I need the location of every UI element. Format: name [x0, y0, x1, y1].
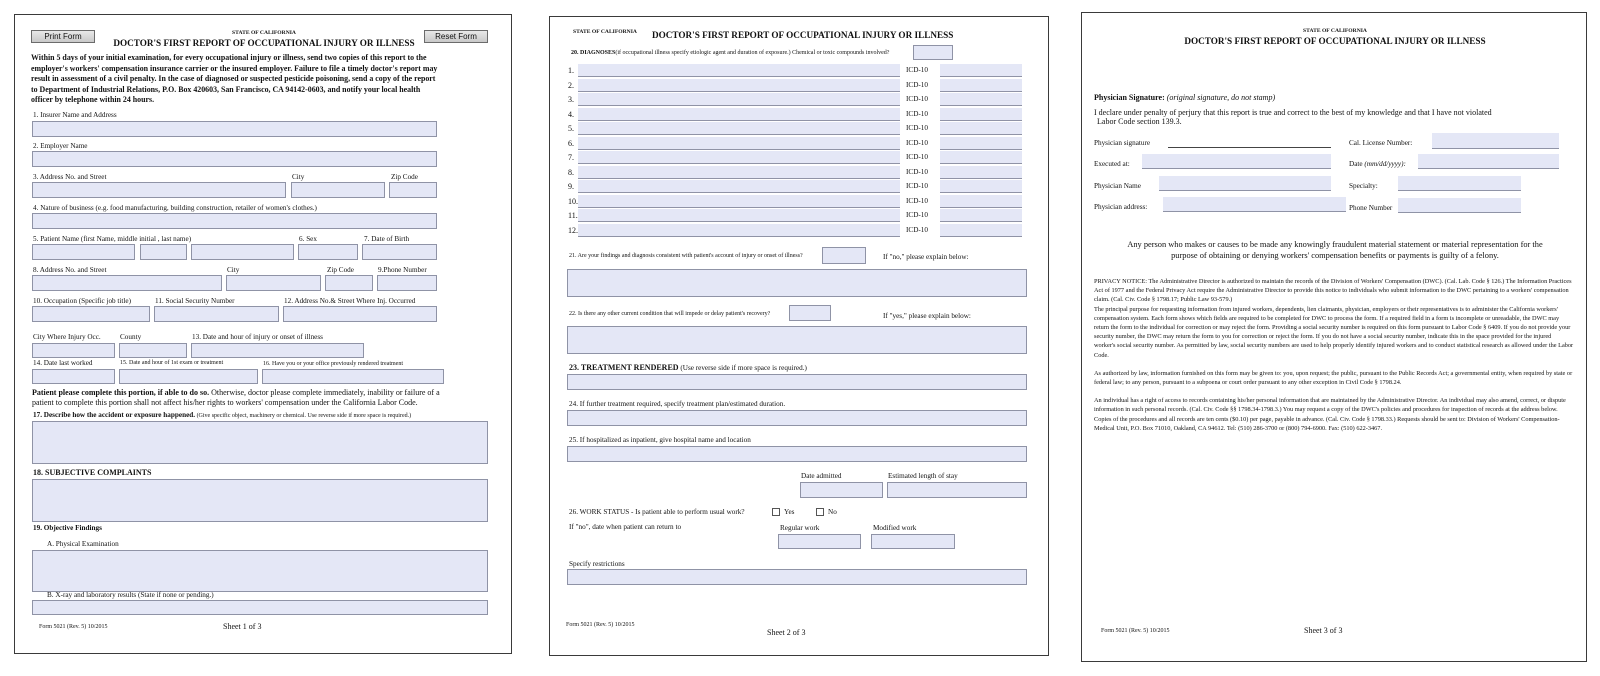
restrictions-field[interactable]	[567, 569, 1027, 585]
sex-label: 6. Sex	[299, 235, 317, 243]
employer-city-field[interactable]	[291, 182, 385, 198]
regular-work-label: Regular work	[780, 524, 820, 532]
diagnosis-number: 12.	[568, 225, 578, 235]
privacy-notice: PRIVACY NOTICE: The Administrative Director is authorized to maintain the records of the Division of Workers' Compensation (DWC). (Cal. Lab. Code § 126.) The Information Practices Act of 1977 and the Federal Privacy Act require the Administrative Director to provide this notice to individuals who submit information to the DWC pertaining to a workers' compensation claim. (Cal. Civ. Code § 1798.17; Public Law 93-579.) The principal purpose for requesting information from injured workers, dependents, lien claimants, physician, employers or their representatives is to administer the California workers' compensation system. Each form shows which fields are required to be completed for DWC to process the form. If a required field in a form is incomplete or unreadable, the DWC may return the form to the individual for correction or may reject the form. Providing a social security number is required on this form pursuant to Labor Code § 6409. If you do not provide your security number, the DWC may return the form to you for correction or reject the form. If you do not have a social security number, indicate this in the space provided for the injured worker's social security number. As permitted by law, social security numbers are used to help properly identify injured workers and to conduct statistical research as allowed under the Labor Code. As authorized by law, information furnished on this form may be given to: you, upon request; the public, pursuant to the Public Records Act; a governmental entity, when required by state or federal law; to any person, pursuant to a subpoena or court order pursuant to any other exception in Civil Code § 1798.24. An individual has a right of access to records containing his/her personal information that are maintained by the Administrative Director. An individual may also amend, correct, or dispute information in such personal records. (Cal. Civ. Code §§ 1798.34-1798.3.) You may request a copy of the DWC's policies and procedures for inspection of records at the address below. Copies of the procedures and all records are ten cents ($0.10) per page, payable in advance. (Cal. Civ. Code § 1798.33.) Requests should be sent to: Division of Workers' Compensation- Medical Unit, P.O. Box 71010, Oakland, CA 94612. Tel: (510) 286-3700 or (800) 794-6900. Fax: (510) 622-3467.	[1094, 278, 1574, 432]
icd-code-field[interactable]	[940, 64, 1022, 77]
injury-address-label: 12. Address No.& Street Where Inj. Occurred	[284, 297, 416, 305]
date-field[interactable]	[1418, 154, 1559, 169]
treatment-plan-label: 24. If further treatment required, specify treatment plan/estimated duration.	[569, 400, 786, 408]
intro-paragraph: Within 5 days of your initial examination, for every occupational injury or illness, send two copies of this report to the employer's workers' compensation insurance carrier or the insured employer. Failure to file a timely doctor's report may result in assessment of a civil penalty. In the case of diagnosed or suspected pesticide poisoning, send a copy of the report to Department of Industrial Relations, P.O. Box 420603, San Francisco, CA 94142-0603, and notify your local health officer by telephone within 24 hours.	[31, 53, 438, 105]
icd-code-field[interactable]	[940, 137, 1022, 150]
occupation-field[interactable]	[32, 306, 150, 322]
injury-date-label: 13. Date and hour of injury or onset of illness	[192, 333, 323, 341]
icd-label: ICD-10	[906, 124, 928, 132]
return-date-label: If "no", date when patient can return to	[569, 523, 682, 531]
treatment-plan-field[interactable]	[567, 410, 1027, 426]
icd-label: ICD-10	[906, 153, 928, 161]
subjective-field[interactable]	[32, 479, 488, 522]
license-field[interactable]	[1432, 133, 1559, 149]
form-title: DOCTOR'S FIRST REPORT OF OCCUPATIONAL INJURY OR ILLNESS	[652, 30, 954, 40]
icd-code-field[interactable]	[940, 195, 1022, 208]
diagnosis-field[interactable]	[578, 151, 900, 164]
modified-work-label: Modified work	[873, 524, 917, 532]
diagnosis-field[interactable]	[578, 209, 900, 222]
physician-signature-line[interactable]	[1168, 147, 1331, 148]
diagnosis-number: 2.	[568, 80, 574, 90]
insurer-label: 1. Insurer Name and Address	[33, 111, 117, 119]
diagnosis-field[interactable]	[578, 224, 900, 237]
icd-label: ICD-10	[906, 95, 928, 103]
prior-treatment-field[interactable]	[262, 369, 444, 384]
form-title: DOCTOR'S FIRST REPORT OF OCCUPATIONAL INJURY OR ILLNESS	[1184, 36, 1486, 46]
diagnosis-field[interactable]	[578, 64, 900, 77]
icd-label: ICD-10	[906, 225, 928, 234]
patient-instruction: Patient please complete this portion, if able to do so. Otherwise, doctor please complete immediately, inability or failure of a	[32, 388, 440, 397]
icd-label: ICD-10	[906, 182, 928, 190]
county-field[interactable]	[119, 343, 187, 358]
icd-code-field[interactable]	[940, 166, 1022, 179]
consistent-findings-label: 21. Are your findings and diagnosis consistent with patient's account of injury or onset of illness?	[569, 253, 803, 259]
sheet-number: Sheet 3 of 3	[1304, 626, 1343, 635]
consistent-findings-field[interactable]	[822, 247, 866, 264]
work-status-label: 26. WORK STATUS - Is patient able to perform usual work?	[569, 508, 745, 516]
yes-label: Yes	[784, 508, 795, 516]
diagnosis-field[interactable]	[578, 195, 900, 208]
toxic-compounds-field[interactable]	[913, 45, 953, 60]
icd-code-field[interactable]	[940, 180, 1022, 193]
dob-label: 7. Date of Birth	[364, 235, 410, 243]
physician-address-field[interactable]	[1163, 197, 1346, 212]
phone-label: 9.Phone Number	[378, 266, 427, 274]
diagnosis-number: 7.	[568, 153, 574, 162]
injury-city-field[interactable]	[32, 343, 115, 358]
employer-zip-field[interactable]	[389, 182, 437, 198]
patient-city-label: City	[227, 266, 240, 274]
employer-label: 2. Employer Name	[33, 142, 88, 150]
diagnosis-field[interactable]	[578, 122, 900, 135]
diagnosis-field[interactable]	[578, 166, 900, 179]
icd-code-field[interactable]	[940, 93, 1022, 106]
patient-street-label: 8. Address No. and Street	[33, 266, 107, 274]
license-label: Cal. License Number:	[1349, 139, 1413, 147]
physician-name-label: Physician Name	[1094, 182, 1141, 190]
specialty-field[interactable]	[1398, 176, 1521, 191]
first-exam-label: 15. Date and hour of 1st exam or treatment	[120, 360, 224, 366]
ssn-field[interactable]	[154, 306, 279, 322]
business-field[interactable]	[32, 213, 437, 229]
diagnosis-field[interactable]	[578, 137, 900, 150]
dob-field[interactable]	[362, 244, 437, 260]
sex-field[interactable]	[298, 244, 358, 260]
patient-name-label: 5. Patient Name (first Name, middle initial , last name)	[33, 235, 192, 243]
injury-city-label: City Where Injury Occ.	[33, 333, 101, 341]
patient-instruction-line2: patient to complete this portion shall not affect his/her rights to workers' compensation under the California Labor Code.	[32, 398, 418, 407]
sheet-number: Sheet 2 of 3	[767, 628, 806, 637]
diagnosis-field[interactable]	[578, 180, 900, 193]
treatment-label: 23. TREATMENT RENDERED (Use reverse side if more space is required.)	[569, 363, 807, 372]
explain-no-field[interactable]	[567, 269, 1027, 297]
first-exam-field[interactable]	[119, 369, 258, 384]
icd-label: ICD-10	[906, 138, 928, 147]
insurer-field[interactable]	[32, 121, 437, 137]
diagnosis-number: 9.	[568, 182, 574, 191]
diagnosis-number: 5.	[568, 124, 574, 133]
explain-no-label: If "no," please explain below:	[883, 253, 969, 261]
specialty-label: Specialty:	[1349, 182, 1378, 190]
state-header: STATE OF CALIFORNIA	[573, 29, 637, 35]
no-label: No	[828, 508, 837, 516]
date-admitted-label: Date admitted	[801, 472, 842, 480]
work-yes-checkbox[interactable]	[772, 508, 780, 516]
restrictions-label: Specify restrictions	[569, 560, 625, 568]
est-stay-field[interactable]	[887, 482, 1027, 498]
form-page-3	[1081, 12, 1587, 662]
icd-code-field[interactable]	[940, 108, 1022, 121]
diagnoses-label: 20. DIAGNOSES(if occupational illness specify etiologic agent and duration of exposure.) Chemical or toxic compounds involved?	[571, 50, 890, 56]
explain-yes-label: If "yes," please explain below:	[883, 312, 971, 320]
icd-label: ICD-10	[906, 196, 928, 205]
patient-zip-label: Zip Code	[327, 266, 354, 274]
diagnosis-field[interactable]	[578, 79, 900, 92]
physician-address-label: Physician address:	[1094, 203, 1148, 211]
icd-code-field[interactable]	[940, 151, 1022, 164]
patient-first-name-field[interactable]	[32, 244, 135, 260]
icd-code-field[interactable]	[940, 79, 1022, 92]
employer-street-field[interactable]	[32, 182, 286, 198]
xray-label: B. X-ray and laboratory results (State if none or pending.)	[47, 591, 214, 599]
date-admitted-field[interactable]	[800, 482, 883, 498]
icd-label: ICD-10	[906, 167, 928, 176]
form-number: Form 5021 (Rev. 5) 10/2015	[39, 624, 108, 630]
accident-label: 17. Describe how the accident or exposure happened. (Give specific object, machinery or chemical. Use reverse side if more space is required.)	[33, 411, 412, 419]
executed-at-field[interactable]	[1142, 154, 1331, 169]
print-form-button[interactable]: Print Form	[31, 30, 95, 43]
county-label: County	[120, 333, 142, 341]
icd-label: ICD-10	[906, 80, 928, 89]
form-number: Form 5021 (Rev. 5) 10/2015	[566, 622, 635, 628]
phone-field[interactable]	[377, 275, 437, 291]
employer-field[interactable]	[32, 151, 437, 167]
work-no-checkbox[interactable]	[816, 508, 824, 516]
prior-treatment-label: 16. Have you or your office previously rendered treatment	[263, 361, 404, 367]
form-page-2	[549, 16, 1049, 656]
employer-city-label: City	[292, 173, 305, 181]
sheet-number: Sheet 1 of 3	[223, 622, 262, 631]
business-label: 4. Nature of business (e.g. food manufacturing, building construction, retailer of women's clothes.)	[33, 204, 317, 212]
physician-signature-label: Physician signature	[1094, 139, 1151, 147]
treatment-field[interactable]	[567, 374, 1027, 390]
diagnosis-number: 10.	[568, 196, 578, 206]
fraud-warning: Any person who makes or causes to be made any knowingly fraudulent material statement or material representation for the purpose of obtaining or denying workers' compensation benefits or payments is guilty of a felony.	[1127, 240, 1543, 260]
other-condition-field[interactable]	[789, 305, 831, 321]
est-stay-label: Estimated length of stay	[888, 472, 958, 480]
diagnosis-field[interactable]	[578, 93, 900, 106]
reset-form-button[interactable]: Reset Form	[424, 30, 488, 43]
injury-address-field[interactable]	[283, 306, 437, 322]
patient-last-name-field[interactable]	[191, 244, 294, 260]
declaration-text: I declare under penalty of perjury that this report is true and correct to the best of my knowledge and that I have not violated Labor Code section 139.3.	[1094, 108, 1492, 126]
other-condition-label: 22. Is there any other current condition that will impede or delay patient's recovery?	[569, 311, 771, 317]
xray-field[interactable]	[32, 600, 488, 615]
objective-label: 19. Objective Findings	[33, 524, 102, 532]
diagnosis-number: 11.	[568, 211, 578, 220]
physical-exam-field[interactable]	[32, 550, 488, 592]
explain-yes-field[interactable]	[567, 326, 1027, 354]
ssn-label: 11. Social Security Number	[155, 297, 235, 305]
icd-label: ICD-10	[906, 211, 928, 219]
regular-work-field[interactable]	[778, 534, 861, 549]
signature-heading: Physician Signature: (original signature, do not stamp)	[1094, 93, 1276, 102]
accident-field[interactable]	[32, 421, 488, 464]
icd-code-field[interactable]	[940, 122, 1022, 135]
hospital-label: 25. If hospitalized as inpatient, give hospital name and location	[569, 436, 751, 444]
icd-code-field[interactable]	[940, 209, 1022, 222]
icd-label: ICD-10	[906, 66, 928, 74]
occupation-label: 10. Occupation (Specific job title)	[33, 297, 131, 305]
hospital-field[interactable]	[567, 446, 1027, 462]
date-label: Date (mm/dd/yyyy):	[1349, 160, 1406, 168]
state-header: STATE OF CALIFORNIA	[1303, 28, 1367, 34]
last-worked-label: 14. Date last worked	[33, 359, 93, 367]
form-title: DOCTOR'S FIRST REPORT OF OCCUPATIONAL INJURY OR ILLNESS	[113, 38, 415, 48]
patient-city-field[interactable]	[226, 275, 321, 291]
state-header: STATE OF CALIFORNIA	[232, 30, 296, 36]
form-page-1	[14, 14, 512, 654]
employer-zip-label: Zip Code	[391, 173, 418, 181]
phone-number-label: Phone Number	[1349, 204, 1393, 212]
phone-number-field[interactable]	[1398, 198, 1521, 213]
form-number: Form 5021 (Rev. 5) 10/2015	[1101, 628, 1170, 634]
patient-street-field[interactable]	[32, 275, 222, 291]
icd-label: ICD-10	[906, 109, 928, 118]
diagnosis-field[interactable]	[578, 108, 900, 121]
executed-at-label: Executed at:	[1094, 160, 1130, 168]
physical-exam-label: A. Physical Examination	[47, 540, 119, 548]
modified-work-field[interactable]	[871, 534, 955, 549]
diagnosis-number: 4.	[568, 109, 574, 119]
injury-date-field[interactable]	[191, 343, 364, 358]
icd-code-field[interactable]	[940, 224, 1022, 237]
last-worked-field[interactable]	[32, 369, 115, 384]
diagnosis-number: 3.	[568, 95, 574, 104]
patient-middle-initial-field[interactable]	[140, 244, 187, 260]
diagnosis-number: 6.	[568, 138, 574, 148]
diagnosis-number: 1.	[568, 66, 574, 75]
patient-zip-field[interactable]	[325, 275, 373, 291]
employer-street-label: 3. Address No. and Street	[33, 173, 107, 181]
diagnosis-number: 8.	[568, 167, 574, 177]
physician-name-field[interactable]	[1159, 176, 1331, 191]
subjective-label: 18. SUBJECTIVE COMPLAINTS	[33, 468, 152, 477]
